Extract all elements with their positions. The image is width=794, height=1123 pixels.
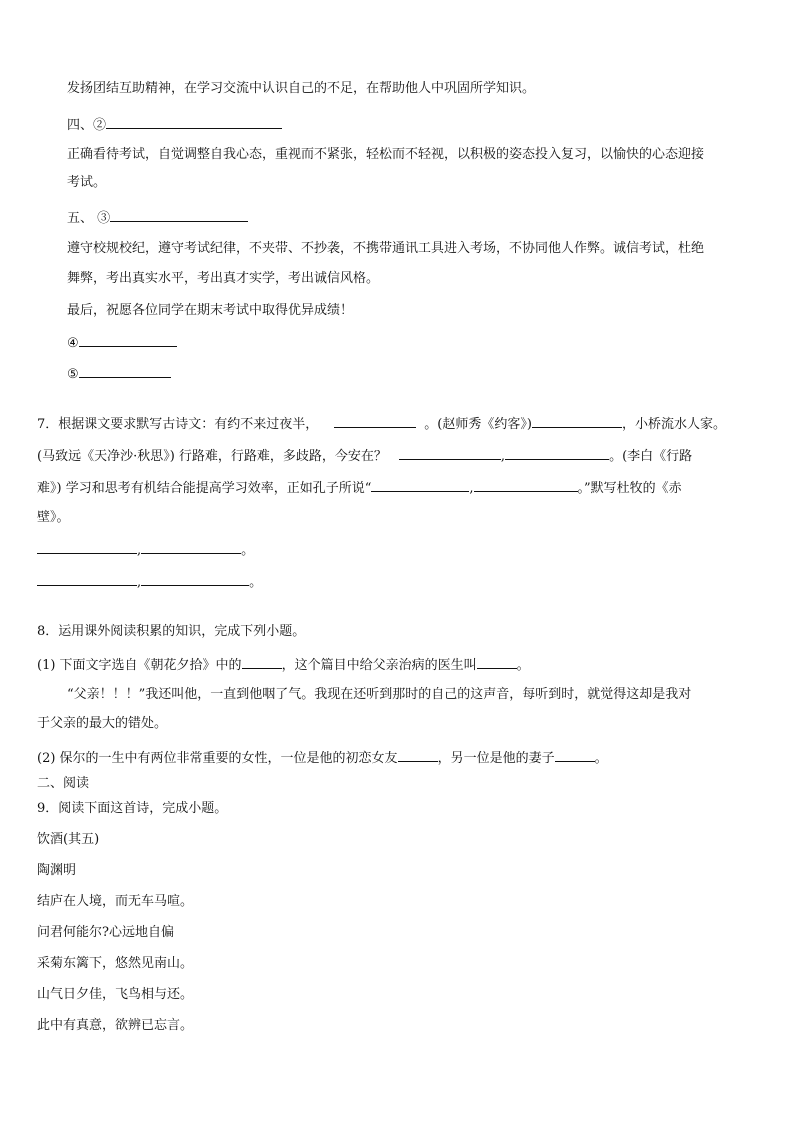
q8-text: 。 [594, 751, 608, 766]
q7-text: 。(赵师秀《约客》) [424, 417, 532, 432]
paragraph-line: 考试。 [67, 175, 107, 190]
answer-blank[interactable] [37, 572, 137, 586]
quote-line: “父亲！！！”我还叫他，一直到他咽了气。我现在还听到那时的自己的这声音，每听到时，就觉得这却是我对 [67, 687, 692, 702]
answer-blank[interactable] [106, 115, 282, 129]
q8-text: ，另一位是他的妻子 [437, 751, 555, 766]
q7-text: 。”默写杜牧的《赤 [577, 481, 682, 496]
answer-blank[interactable] [334, 414, 416, 428]
section-heading: 二、阅读 [37, 776, 90, 791]
answer-blank[interactable] [474, 478, 578, 492]
poem-line: 此中有真意，欲辨已忘言。 [37, 1018, 194, 1033]
period: 。 [241, 543, 255, 558]
q8-part-1 [37, 655, 530, 675]
q7-line-3 [37, 478, 682, 498]
answer-blank[interactable] [110, 208, 248, 222]
answer-blank[interactable] [532, 414, 622, 428]
q8-text: 。 [516, 658, 530, 673]
quote-line: 于父亲的最大的错处。 [37, 716, 168, 731]
comma: , [137, 543, 142, 558]
answer-blank[interactable] [242, 655, 282, 669]
q7-line-1 [37, 414, 726, 434]
answer-blank[interactable] [398, 748, 438, 762]
circled-number-five: ⑤ [67, 367, 79, 382]
answer-blank[interactable] [477, 655, 517, 669]
comma: , [469, 481, 474, 496]
answer-blank[interactable] [399, 446, 501, 460]
q7-answer-row-2 [37, 572, 262, 592]
q7-line-2 [37, 446, 692, 466]
paragraph-line: 遵守校规校纪，遵守考试纪律，不夹带、不抄袭，不携带通讯工具进入考场，不协同他人作弊。诚信考试，杜绝 [67, 241, 705, 256]
blank-five-row [67, 364, 171, 384]
q8-text: ，这个篇目中给父亲治病的医生叫 [281, 658, 477, 673]
answer-blank[interactable] [371, 478, 469, 492]
blank-four-row [67, 333, 177, 353]
paragraph-line: 正确看待考试，自觉调整自我心态，重视而不紧张，轻松而不轻视，以积极的姿态投入复习，以愉快的心态迎接 [67, 147, 705, 162]
heading-five [67, 208, 248, 228]
closing-line: 最后，祝愿各位同学在期末考试中取得优异成绩！ [67, 303, 354, 318]
q7-answer-row-1 [37, 540, 254, 560]
heading-four [67, 115, 282, 135]
poem-line: 问君何能尔?心远地自偏 [37, 925, 174, 940]
q8-part-2 [37, 748, 608, 768]
answer-blank[interactable] [79, 333, 177, 347]
heading-four-label: 四、② [67, 118, 107, 133]
poem-line: 采菊东篱下，悠然见南山。 [37, 956, 194, 971]
q7-text: 。(李白《行路 [609, 449, 693, 464]
answer-blank[interactable] [37, 540, 137, 554]
answer-blank[interactable] [79, 364, 171, 378]
comma: , [500, 449, 506, 464]
heading-five-label: 五、 ③ [67, 211, 111, 226]
q9-title: 9．阅读下面这首诗，完成小题。 [37, 801, 228, 816]
answer-blank[interactable] [505, 446, 609, 460]
circled-number-four: ④ [67, 336, 79, 351]
q7-text: (马致远《天净沙·秋思》) 行路难，行路难，多歧路，今安在？ [37, 449, 387, 464]
q7-line-4: 壁》。 [37, 510, 70, 525]
comma: , [137, 575, 142, 590]
paragraph-line: 发扬团结互助精神，在学习交流中认识自己的不足，在帮助他人中巩固所学知识。 [67, 81, 536, 96]
answer-blank[interactable] [141, 540, 241, 554]
answer-blank[interactable] [141, 572, 249, 586]
q7-text: ，小桥流水人家。 [621, 417, 726, 432]
poem-author: 陶渊明 [37, 863, 77, 878]
q7-text: 7．根据课文要求默写古诗文：有约不来过夜半， [37, 417, 319, 432]
period: 。 [249, 575, 263, 590]
paragraph-line: 舞弊，考出真实水平，考出真才实学，考出诚信风格。 [67, 271, 380, 286]
poem-title: 饮酒(其五) [37, 832, 100, 847]
poem-line: 山气日夕佳，飞鸟相与还。 [37, 987, 194, 1002]
q8-text: (1) 下面文字选自《朝花夕拾》中的 [37, 658, 242, 673]
q8-title: 8．运用课外阅读积累的知识，完成下列小题。 [37, 624, 306, 639]
q7-text: 难》) 学习和思考有机结合能提高学习效率，正如孔子所说“ [37, 481, 372, 496]
answer-blank[interactable] [555, 748, 595, 762]
q8-text: (2) 保尔的一生中有两位非常重要的女性，一位是他的初恋女友 [37, 751, 398, 766]
poem-line: 结庐在人境，而无车马喧。 [37, 894, 194, 909]
